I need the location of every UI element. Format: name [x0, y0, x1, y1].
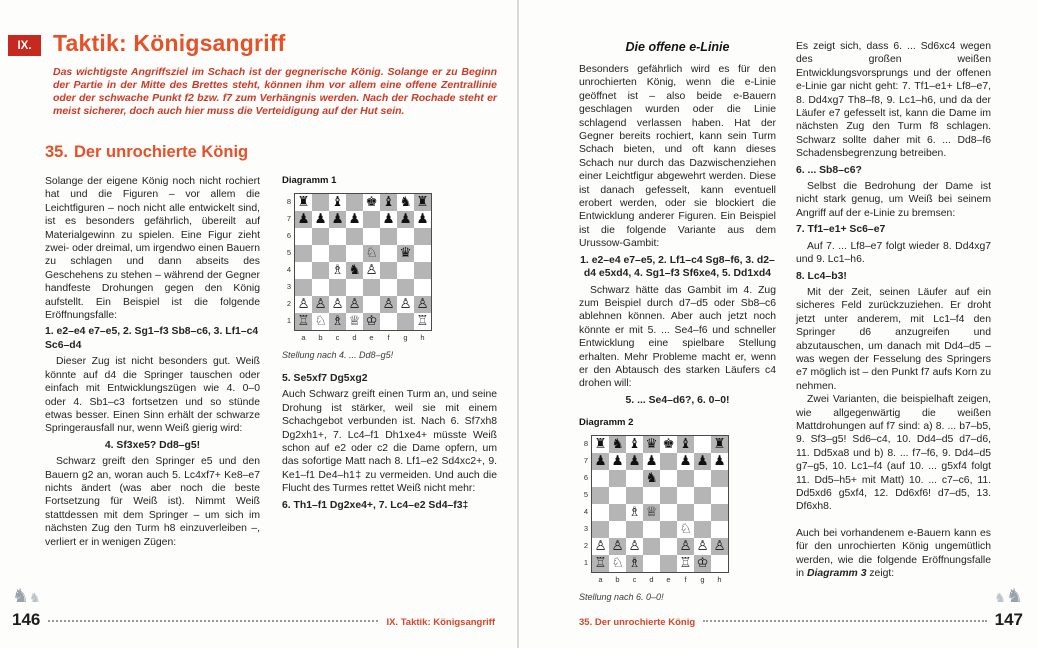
board-square: ♙︎: [694, 538, 711, 555]
diagram-reference: Diagramm 3: [806, 568, 867, 580]
board-square: [711, 555, 728, 572]
board-square: ♙︎: [397, 296, 414, 313]
board-square: ♗︎: [329, 262, 346, 279]
board-square: [312, 279, 329, 296]
rank-labels: [579, 435, 588, 571]
subsection-heading: Die offene e-Linie: [625, 40, 730, 54]
rank-label: 4: [583, 507, 588, 517]
paragraph: Mit der Zeit, seinen Läufer auf ein sicheres Feld zurückzuziehen. Er droht jetzt unter anderem, mit Lc1–f4 den Springer d6 anzugreifen und abzutauschen, um danach mit Dd4–d5 – was wegen der Fesselung des Springers e7 möglich ist – den Punkt f7 aufs Korn zu nehmen.: [796, 286, 991, 392]
board-square: ♙︎: [414, 296, 431, 313]
board-square: [660, 487, 677, 504]
board-square: [609, 470, 626, 487]
board-square: ♙︎: [609, 538, 626, 555]
board-square: ♟︎: [643, 453, 660, 470]
board-square: ♟︎: [711, 453, 728, 470]
board-square: [312, 262, 329, 279]
board-square: ♟︎: [329, 211, 346, 228]
board-square: ♗︎: [329, 313, 346, 330]
footer-section-label: 35. Der unrochierte König: [579, 617, 696, 628]
left-column-2-text: [282, 372, 497, 512]
file-label: d: [649, 575, 654, 585]
board-square: ♜︎: [711, 436, 728, 453]
paragraph: Auf 7. ... Lf8–e7 folgt wieder 8. Dd4xg7 und 9. Lc1–h6.: [796, 240, 991, 266]
board-square: [711, 521, 728, 538]
board-square: ♟︎: [677, 453, 694, 470]
board-square: [626, 521, 643, 538]
rank-label: 5: [583, 490, 588, 500]
board-square: [414, 228, 431, 245]
board-square: ♟︎: [380, 211, 397, 228]
paragraph: Solange der eigene König noch nicht rochiert hat und die Figuren – vor allem die Leichtfiguren – noch nicht alle entwickelt sind, ist es besonders gefährlich, übereilt auf Materialgewinn zu spielen. Eine Figur zieht zwei- oder dreimal, um irgendwo einen Bauern zu schlagen und dann abseits des Geschehens zu stehen – während der Gegner handfeste Drohungen gegen den König aufstellt. Ein Beispiel ist die folgende Eröffnungsfalle:: [45, 176, 260, 322]
board-square: [711, 504, 728, 521]
board-square: ♙︎: [626, 538, 643, 555]
rank-label: 3: [286, 282, 291, 291]
board-square: ♙︎: [363, 262, 380, 279]
footer-right-corner: [994, 586, 1023, 630]
board-square: [363, 211, 380, 228]
board-square: ♜︎: [414, 194, 431, 211]
board-square: ♛︎: [643, 436, 660, 453]
board-square: ♘︎: [609, 555, 626, 572]
board-square: [592, 504, 609, 521]
board-square: [397, 279, 414, 296]
file-labels: [592, 575, 776, 584]
paragraph: Schwarz hätte das Gambit im 4. Zug zum Beispiel durch d7–d5 oder Sb8–c6 ablehnen können. Aber auch jetzt noch könnte er mit 5. ... Se4–f6 und schneller Entwicklung eine spielbare Stellung erhalten. Mehr Probleme macht er, wenn er den Abtausch des starken Läufers c4 drohen will:: [579, 284, 776, 390]
board-square: ♕︎: [643, 504, 660, 521]
board-square: [711, 470, 728, 487]
board-square: ♛︎: [397, 245, 414, 262]
board-square: ♖︎: [677, 555, 694, 572]
file-label: c: [335, 333, 340, 342]
move-sequence: 5. Se5xf7 Dg5xg2: [282, 373, 368, 384]
dotted-leader: [703, 620, 986, 622]
file-label: f: [387, 333, 390, 342]
chapter-header: [17, 30, 497, 57]
board-square: [694, 436, 711, 453]
board-square: [592, 470, 609, 487]
board-square: [312, 245, 329, 262]
board-square: [643, 538, 660, 555]
board-square: [711, 487, 728, 504]
paragraph: Schwarz greift den Springer e5 und den Bauern g2 an, woran auch 5. Lc4xf7+ Ke8–e7 nichts ändert (was aber noch die beste Fortsetzung für Weiß ist). Nimmt Weiß stattdessen mit dem Springer – um sich im nächsten Zug den Turm h8 einzuverleiben –, verliert er in wenigen Zügen:: [45, 456, 260, 548]
footer-left: [12, 586, 495, 630]
paragraph: Besonders gefährlich wird es für den unrochierten König, wenn die e-Linie geöffnet ist – also beide e-Bauern geschlagen wurden oder die Linie schlagend verlassen haben. Hat der Gegner bereits rochiert, kann sein Turm Schach bieten, und oft kann dieses Schach nur durch das Dazwischenziehen einer Leichtfigur abgewehrt werden. Diese ist danach gefesselt, kann eventuell erobert werden, oder sie blockiert die Entwicklung anderer Figuren. Ein Beispiel ist die folgende Variante aus dem Urussow-Gambit:: [579, 64, 776, 250]
left-column-1: [45, 175, 260, 549]
file-label: f: [684, 575, 687, 585]
board-square: [660, 521, 677, 538]
board-square: [660, 555, 677, 572]
board-square: ♝︎: [329, 194, 346, 211]
rank-label: 1: [286, 316, 291, 325]
text-run: Auch bei vorhandenem e-Bauern kann es für den unrochierten König ungemütlich werden, wie die folgende Eröffnungsfalle in: [796, 527, 991, 580]
file-label: a: [598, 575, 603, 585]
section-title: Der unrochierte König: [73, 143, 249, 161]
board-square: ♖︎: [414, 313, 431, 330]
rank-label: 2: [583, 541, 588, 551]
board-square: [660, 504, 677, 521]
page-number-left: 146: [12, 610, 41, 629]
knight-icon: [12, 587, 41, 606]
board-square: ♜︎: [592, 436, 609, 453]
board-square: [363, 296, 380, 313]
rank-label: 4: [286, 265, 291, 274]
move-sequence: 6. Th1–f1 Dg2xe4+, 7. Lc4–e2 Sd4–f3‡: [282, 499, 469, 511]
rank-labels: [282, 193, 291, 329]
rank-label: 8: [583, 439, 588, 449]
board-square: ♙︎: [677, 538, 694, 555]
footer-chapter-label: IX. Taktik: Königsangriff: [386, 617, 495, 628]
chess-board-2: [591, 435, 729, 573]
board-square: ♗︎: [626, 555, 643, 572]
file-label: h: [717, 575, 722, 585]
board-square: ♝︎: [626, 436, 643, 453]
board-square: [380, 279, 397, 296]
chess-board-1: [294, 193, 432, 331]
board-square: [295, 245, 312, 262]
file-label: e: [666, 575, 671, 585]
board-square: [694, 470, 711, 487]
board-square: ♔︎: [363, 313, 380, 330]
text-run: zeigt:: [866, 568, 895, 580]
file-label: d: [352, 333, 357, 342]
diagram-1-board-row: [282, 193, 497, 331]
file-label: g: [403, 333, 408, 342]
board-square: [660, 538, 677, 555]
board-square: ♚︎: [660, 436, 677, 453]
board-square: ♟︎: [626, 453, 643, 470]
diagram-2: [579, 417, 776, 602]
rank-label: 7: [583, 456, 588, 466]
move-sequence: 1. e2–e4 e7–e5, 2. Lf1–c4 Sg8–f6, 3. d2–d4 e5xd4, 4. Sg1–f3 Sf6xe4, 5. Dd1xd4: [580, 254, 775, 280]
board-square: [380, 245, 397, 262]
board-square: ♝︎: [380, 194, 397, 211]
board-square: ♟︎: [414, 211, 431, 228]
board-square: ♞︎: [346, 262, 363, 279]
board-square: [592, 521, 609, 538]
diagram-2-board-row: [579, 435, 776, 573]
rank-label: 1: [583, 558, 588, 568]
rank-label: 3: [583, 524, 588, 534]
board-square: [380, 313, 397, 330]
board-square: [346, 228, 363, 245]
rank-label: 8: [286, 197, 291, 206]
right-column-1-text: [579, 63, 776, 407]
board-square: ♙︎: [329, 296, 346, 313]
file-label: a: [301, 333, 306, 342]
board-square: [677, 504, 694, 521]
diagram-2-caption: Stellung nach 6. 0–0!: [579, 592, 664, 603]
rank-label: 6: [583, 473, 588, 483]
board-square: [397, 228, 414, 245]
board-square: [380, 228, 397, 245]
board-square: [397, 262, 414, 279]
rank-label: 6: [286, 231, 291, 240]
board-square: [380, 262, 397, 279]
board-square: ♞︎: [609, 436, 626, 453]
board-square: [295, 228, 312, 245]
board-square: [643, 487, 660, 504]
footer-left-corner: [12, 586, 41, 630]
knight-icon-big: ♞: [1005, 586, 1023, 607]
section-heading: [45, 143, 497, 162]
board-square: ♙︎: [592, 538, 609, 555]
board-square: [643, 521, 660, 538]
board-square: [329, 245, 346, 262]
page-right: [519, 0, 1037, 648]
right-page-columns: [579, 40, 991, 614]
board-square: [329, 228, 346, 245]
board-square: ♙︎: [346, 296, 363, 313]
file-labels: [295, 333, 497, 342]
board-square: ♕︎: [346, 313, 363, 330]
board-square: ♔︎: [694, 555, 711, 572]
rank-label: 7: [286, 214, 291, 223]
board-square: ♘︎: [312, 313, 329, 330]
paragraph: Auch Schwarz greift einen Turm an, und seine Drohung ist stärker, weil sie mit einem Schachgebot verbunden ist. Nach 6. Sf7xh8 Dg2xh1+, 7. Lc4–f1 Dh1xe4+ müsste Weiß schon auf e2 oder c2 die Dame opfern, um das sofortige Matt nach 8. Lf1–e2 Sd4xc2+, 9. Ke1–f1 De4–h1‡ zu vermeiden. Und auch die Flucht des Turmes rettet Weiß nicht mehr:: [282, 389, 497, 495]
file-label: g: [700, 575, 705, 585]
board-square: [295, 262, 312, 279]
board-square: ♖︎: [592, 555, 609, 572]
board-square: ♙︎: [711, 538, 728, 555]
diagram-1-caption: Stellung nach 4. ... Dd8–g5!: [282, 350, 394, 360]
board-square: [609, 504, 626, 521]
rank-label: 2: [286, 299, 291, 308]
move-sequence: 5. ... Se4–d6?, 6. 0–0!: [625, 394, 730, 406]
board-square: ♙︎: [312, 296, 329, 313]
board-square: [397, 313, 414, 330]
move-sequence: 4. Sf3xe5? Dd8–g5!: [104, 439, 201, 451]
board-square: ♞︎: [643, 470, 660, 487]
diagram-1: [282, 175, 497, 360]
board-square: [694, 504, 711, 521]
board-square: ♙︎: [380, 296, 397, 313]
board-square: [312, 228, 329, 245]
paragraph: Dieser Zug ist nicht besonders gut. Weiß könnte auf d4 die Springer tauschen oder einfach mit Entwicklungszügen wie 4. 0–0 oder 4. Sb1–c3 fortsetzen und so stünde etwas besser. Einen Sinn erhält der schwarze Springerausfall nur, wenn Weiß gierig wird:: [45, 356, 260, 435]
right-column-1: [579, 40, 776, 614]
board-square: [626, 487, 643, 504]
board-square: [414, 262, 431, 279]
board-square: [643, 555, 660, 572]
page-left: [0, 0, 517, 648]
board-square: [363, 228, 380, 245]
board-square: ♟︎: [694, 453, 711, 470]
move-sequence: 8. Lc4–b3!: [796, 270, 847, 282]
board-square: ♗︎: [626, 504, 643, 521]
left-column-2: [282, 175, 497, 549]
knight-icon: [994, 587, 1023, 606]
knight-icon-big: ♞: [12, 586, 30, 607]
board-square: ♟︎: [592, 453, 609, 470]
knight-icon-small: ♞: [29, 590, 41, 605]
board-square: ♙︎: [295, 296, 312, 313]
board-square: ♘︎: [363, 245, 380, 262]
file-label: c: [632, 575, 637, 585]
file-label: e: [369, 333, 374, 342]
move-sequence: 1. e2–e4 e7–e5, 2. Sg1–f3 Sb8–c6, 3. Lf1–c4 Sc6–d4: [45, 326, 259, 351]
board-square: [414, 245, 431, 262]
file-label: h: [420, 333, 425, 342]
board-square: [677, 487, 694, 504]
board-square: [592, 487, 609, 504]
board-square: [363, 279, 380, 296]
board-square: [609, 487, 626, 504]
board-square: ♟︎: [346, 211, 363, 228]
file-label: b: [615, 575, 620, 585]
board-square: ♟︎: [397, 211, 414, 228]
diagram-1-label: Diagramm 1: [282, 175, 337, 186]
board-square: [660, 453, 677, 470]
board-square: [609, 521, 626, 538]
board-square: ♖︎: [295, 313, 312, 330]
board-square: [346, 245, 363, 262]
paragraph: Es zeigt sich, dass 6. ... Sd6xc4 wegen des großen weißen Entwicklungsvorsprungs und der offenen e-Linie gar nicht geht: 7. Tf1–e1+ Lf8–e7, 8. Dd4xg7 Th8–f8, 9. Lc1–h6, und da der Läufer e7 gefesselt ist, kann die Dame im nächsten Zug den Turm f8 schlagen. Schwarz sollte daher mit 6. ... Dd8–f6 Schadensbegrenzung betreiben.: [796, 41, 991, 160]
board-square: ♟︎: [295, 211, 312, 228]
chapter-number-badge: IX.: [8, 35, 41, 56]
board-square: [677, 470, 694, 487]
move-sequence: 6. ... Sb8–c6?: [796, 164, 862, 176]
board-square: [626, 470, 643, 487]
board-square: [414, 279, 431, 296]
board-square: [660, 470, 677, 487]
left-page-columns: [45, 175, 497, 549]
board-square: [694, 521, 711, 538]
move-sequence: 7. Tf1–e1+ Sc6–e7: [796, 224, 886, 236]
diagram-2-label: Diagramm 2: [579, 417, 634, 429]
board-square: ♟︎: [312, 211, 329, 228]
board-square: ♞︎: [397, 194, 414, 211]
board-square: [329, 279, 346, 296]
paragraph: Zwei Varianten, die beispielhaft zeigen, wie allgegenwärtig die weißen Mattdrohungen auf f7 sind: a) 8. ... b7–b5, 9. Sf3–g5! Sd6–c4, 10. Dd4–d5 d7–d6, 11. Dd5xa8 und b) 8. ... f7–f6, 9. Dd4–d5 g7–g5, 10. Lc1–f4 (auf 10. ... g5xf4 folgt 11. Dd5–h5+ mit Matt) 10. ... c7–c6, 11. Dd5xd6 g5xf4, 12. Dd6xf6! d7–d5, 13. Df6xh8.: [796, 394, 991, 513]
knight-icon-small: ♞: [994, 590, 1006, 605]
board-square: ♟︎: [609, 453, 626, 470]
board-square: [295, 279, 312, 296]
board-square: [346, 194, 363, 211]
right-column-2: [796, 40, 991, 614]
board-square: ♚︎: [363, 194, 380, 211]
file-label: b: [318, 333, 323, 342]
rank-label: 5: [286, 248, 291, 257]
paragraph: [796, 527, 991, 581]
board-square: [346, 279, 363, 296]
board-square: [312, 194, 329, 211]
page-number-right: 147: [994, 610, 1023, 629]
board-square: [694, 487, 711, 504]
paragraph: Selbst die Bedrohung der Dame ist nicht stark genug, um Weiß bei seinem Angriff auf der e-Linie zu bremsen:: [796, 181, 991, 219]
dotted-leader: [48, 620, 378, 622]
board-square: ♝︎: [677, 436, 694, 453]
board-square: ♜︎: [295, 194, 312, 211]
section-number: 35.: [45, 143, 68, 161]
chapter-title: Taktik: Königsangriff: [53, 30, 286, 56]
chapter-intro: Das wichtigste Angriffsziel im Schach ist der gegnerische König. Solange er zu Beginn der Partie in der Mitte des Brettes steht, können ihm vor allem eine offene Zentrallinie oder der schwache Punkt f2 bzw. f7 zum Verhängnis werden. Nach der Rochade steht er meist sicherer, doch auch hier muss die Verteidigung auf der Hut sein.: [53, 66, 497, 117]
board-square: ♘︎: [677, 521, 694, 538]
